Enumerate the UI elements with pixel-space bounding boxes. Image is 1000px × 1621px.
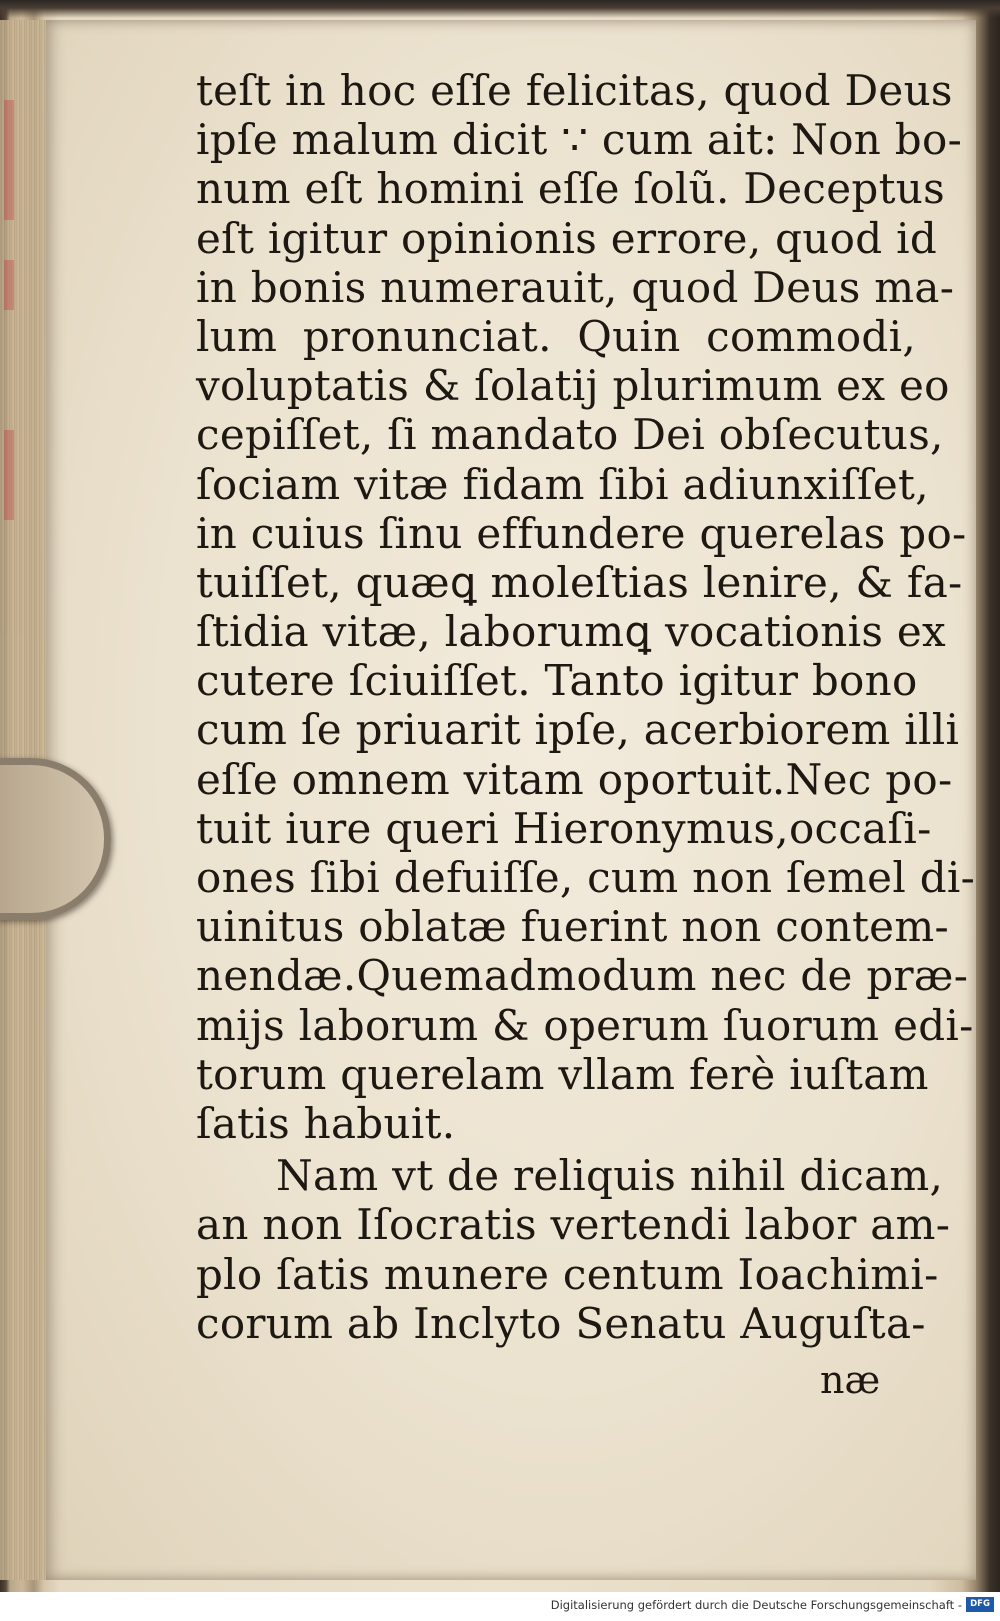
catchword: næ bbox=[820, 1358, 881, 1402]
text-line: teſt in hoc eſſe felicitas, quod Deus bbox=[196, 66, 953, 115]
red-edge-mark bbox=[4, 430, 14, 520]
text-line: ſatis habuit. bbox=[196, 1098, 456, 1148]
footer-credit-text: Digitalisierung gefördert durch die Deutsche Forschungsgemeinschaft - bbox=[550, 1598, 962, 1612]
text-line: Nam vt de reliquis nihil dicam, bbox=[276, 1151, 944, 1201]
text-line: eſſe omnem vitam oportuit.Nec po- bbox=[196, 754, 953, 804]
text-line: ipſe malum dicit ∵ cum ait: Non bo- bbox=[196, 115, 963, 165]
digitization-footer bbox=[0, 1592, 1000, 1621]
text-line: num eſt homini eſſe ſolũ. Deceptus bbox=[196, 164, 945, 214]
text-line: nendæ.Quemadmodum nec de præ- bbox=[196, 951, 969, 1001]
text-line: ſociam vitæ fidam ſibi adiunxiſſet, bbox=[196, 459, 929, 509]
text-line: torum querelam vllam ferè iuſtam bbox=[196, 1049, 929, 1099]
page-text-block bbox=[196, 66, 976, 1348]
scan-top-shadow bbox=[0, 0, 1000, 18]
text-line: cepiſſet, ſi mandato Dei obſecutus, bbox=[196, 410, 944, 460]
text-line: ſtidia vitæ, laborumꝗ vocationis ex bbox=[196, 607, 946, 657]
text-line: mijs laborum & operum ſuorum edi- bbox=[196, 1000, 974, 1050]
red-edge-mark bbox=[4, 260, 14, 310]
text-line: in bonis numerauit, quod Deus ma- bbox=[196, 262, 955, 312]
text-line: corum ab Inclyto Senatu Auguſta- bbox=[196, 1298, 926, 1348]
text-line: plo ſatis munere centum Ioachimi- bbox=[196, 1249, 939, 1299]
text-line: uinitus oblatæ fuerint non contem- bbox=[196, 902, 949, 952]
dfg-logo: DFG bbox=[966, 1597, 994, 1612]
text-line: tuit iure queri Hieronymus,occaſi- bbox=[196, 803, 932, 853]
text-line: in cuius ſinu effundere querelas po- bbox=[196, 508, 967, 558]
text-line: cutere ſciuiſſet. Tanto igitur bono bbox=[196, 656, 918, 706]
text-line: voluptatis & ſolatij plurimum ex eo bbox=[196, 361, 950, 411]
red-edge-mark bbox=[4, 100, 14, 220]
text-line: an non Iſocratis vertendi labor am- bbox=[196, 1200, 951, 1250]
text-line: eſt igitur opinionis errore, quod id bbox=[196, 213, 938, 263]
text-line: cum ſe priuarit ipſe, acerbiorem illi bbox=[196, 705, 960, 755]
text-line: ones ſibi defuiſſe, cum non ſemel di- bbox=[196, 853, 976, 902]
text-line: lum pronunciat. Quin commodi, bbox=[196, 311, 916, 361]
text-line: tuiſſet, quæꝗ moleſtias lenire, & fa- bbox=[196, 557, 963, 607]
